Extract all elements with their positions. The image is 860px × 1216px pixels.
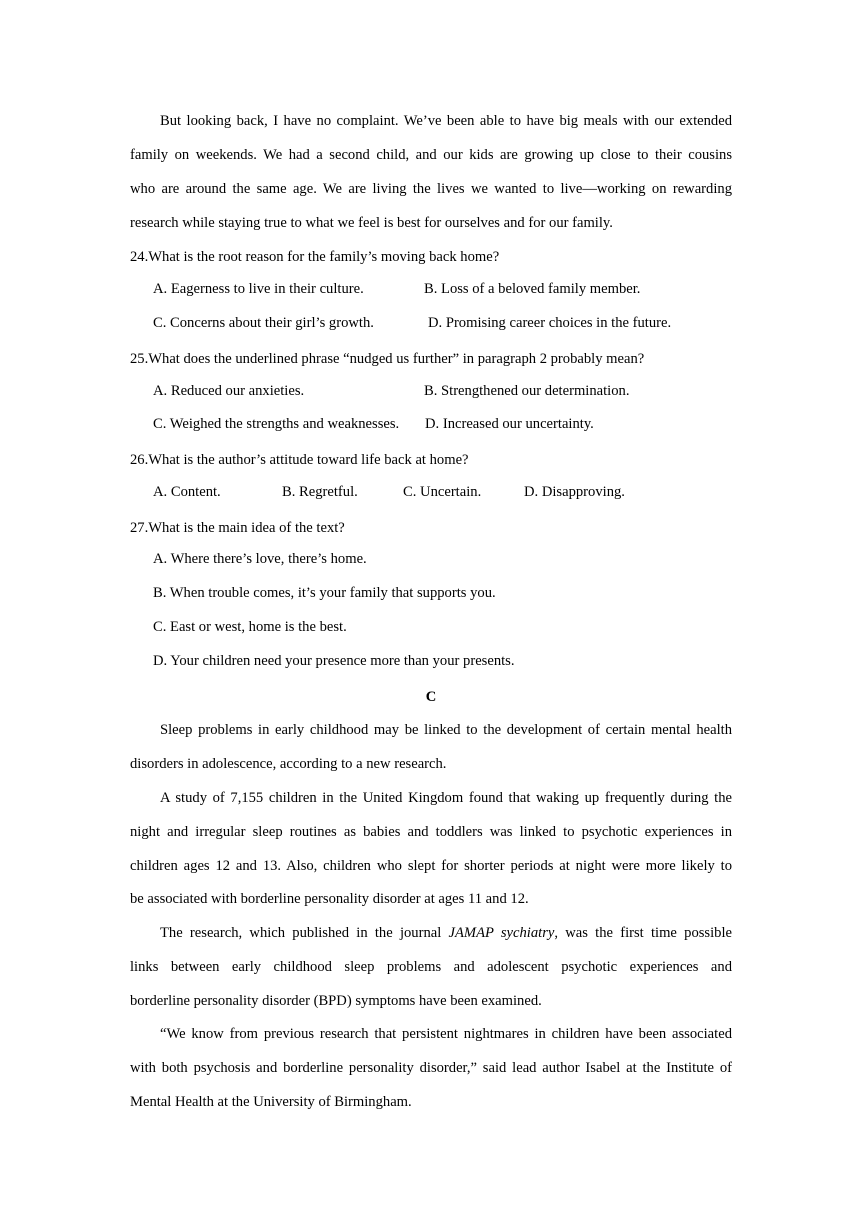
paragraph-line: be associated with borderline personality disorder at ages 11 and 12.	[130, 891, 529, 907]
option-24-d: D. Promising career choices in the future.	[428, 315, 672, 331]
paragraph-line: But looking back, I have no complaint. We’ve been able to have big meals with our extended	[160, 113, 732, 129]
paragraph-line: A study of 7,155 children in the United Kingdom found that waking up frequently during the	[160, 790, 732, 806]
option-26-d: D. Disapproving.	[524, 484, 625, 500]
paragraph-text: The research, which published in the journal	[160, 925, 449, 941]
paragraph-line: research while staying true to what we feel is best for ourselves and for our family.	[130, 215, 613, 231]
option-25-a: A. Reduced our anxieties.	[153, 383, 305, 399]
option-26-a: A. Content.	[153, 484, 221, 500]
option-27-d: D. Your children need your presence more than your presents.	[153, 653, 515, 669]
paragraph-line: borderline personality disorder (BPD) symptoms have been examined.	[130, 993, 542, 1009]
paragraph-line: links between early childhood sleep problems and adolescent psychotic experiences and	[130, 959, 732, 975]
option-25-d: D. Increased our uncertainty.	[425, 416, 594, 432]
paragraph-line: children ages 12 and 13. Also, children who slept for shorter periods at night were more likely to	[130, 858, 732, 874]
paragraph-line	[160, 923, 732, 943]
option-25-b: B. Strengthened our determination.	[424, 383, 630, 399]
option-24-a: A. Eagerness to live in their culture.	[153, 281, 364, 297]
question-stem-25: 25.What does the underlined phrase “nudged us further” in paragraph 2 probably mean?	[130, 351, 645, 367]
question-stem-26: 26.What is the author’s attitude toward life back at home?	[130, 452, 469, 468]
paragraph-line: Sleep problems in early childhood may be linked to the development of certain mental health	[160, 722, 732, 738]
option-27-c: C. East or west, home is the best.	[153, 619, 347, 635]
paragraph-line: disorders in adolescence, according to a new research.	[130, 756, 447, 772]
question-stem-27: 27.What is the main idea of the text?	[130, 520, 345, 536]
question-stem-24: 24.What is the root reason for the family’s moving back home?	[130, 249, 500, 265]
option-24-c: C. Concerns about their girl’s growth.	[153, 315, 374, 331]
paragraph-line: night and irregular sleep routines as babies and toddlers was linked to psychotic experiences in	[130, 824, 732, 840]
option-27-b: B. When trouble comes, it’s your family that supports you.	[153, 585, 496, 601]
paragraph-line: family on weekends. We had a second child, and our kids are growing up close to their cousins	[130, 147, 732, 163]
option-26-c: C. Uncertain.	[403, 484, 482, 500]
paragraph-text: , was the first time possible	[554, 925, 732, 941]
option-27-a: A. Where there’s love, there’s home.	[153, 551, 367, 567]
option-26-b: B. Regretful.	[282, 484, 358, 500]
journal-title: JAMAP sychiatry	[448, 925, 555, 941]
section-heading: C	[425, 689, 437, 705]
paragraph-line: with both psychosis and borderline personality disorder,” said lead author Isabel at the Institute of	[130, 1060, 732, 1076]
paragraph-line: who are around the same age. We are living the lives we wanted to live—working on rewarding	[130, 181, 732, 197]
paragraph-line: “We know from previous research that persistent nightmares in children have been associated	[160, 1026, 732, 1042]
paragraph-line: Mental Health at the University of Birmingham.	[130, 1094, 412, 1110]
option-25-c: C. Weighed the strengths and weaknesses.	[153, 416, 400, 432]
option-24-b: B. Loss of a beloved family member.	[424, 281, 641, 297]
